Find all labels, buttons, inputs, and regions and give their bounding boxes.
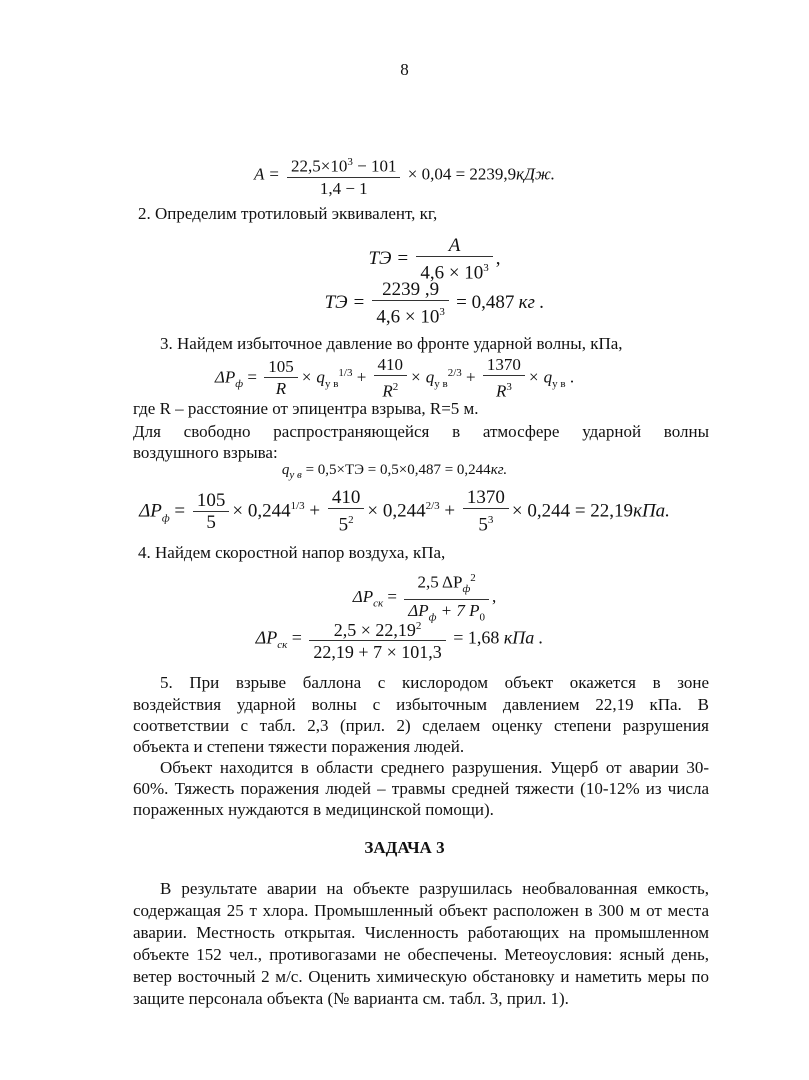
formula-work-A bbox=[0, 152, 809, 200]
step-2: 2. Определим тротиловый эквивалент, кг, bbox=[138, 204, 438, 223]
subscript: у в bbox=[434, 378, 448, 391]
subscript: ф bbox=[428, 611, 437, 624]
formula-rhs: = 1,68 bbox=[453, 627, 500, 648]
equals: = bbox=[291, 627, 302, 648]
denominator: 1,4 − 1 bbox=[319, 178, 368, 198]
task-heading: ЗАДАЧА 3 bbox=[364, 838, 445, 857]
subscript: ф bbox=[462, 583, 471, 596]
formula-TE-definition bbox=[30, 236, 809, 284]
numerator: 2,5 × 22,19 bbox=[333, 620, 416, 640]
paragraph-line: В результате аварии на объекте разрушилась необвалованная емкость, bbox=[160, 879, 709, 898]
numerator: 410 bbox=[328, 488, 365, 509]
denominator-tail: + 7 P bbox=[436, 601, 480, 621]
term: × 0,244 = 22,19 bbox=[511, 500, 634, 522]
unit: кПа . bbox=[503, 627, 544, 648]
numerator-tail: − 101 bbox=[352, 156, 397, 176]
subscript: у в bbox=[324, 378, 339, 391]
equals: = bbox=[174, 500, 186, 522]
subscript: 0 bbox=[479, 611, 486, 624]
formula-lhs: ΔP bbox=[214, 367, 236, 387]
exponent: 3 bbox=[439, 306, 445, 318]
paragraph-line: 60%. Тяжесть поражения людей – травмы средней тяжести (10-12% из числа bbox=[133, 779, 709, 798]
formula-lhs: ТЭ = bbox=[368, 248, 410, 270]
denominator: R bbox=[275, 379, 287, 399]
exponent: 2 bbox=[470, 572, 476, 584]
paragraph-line: ветер восточный 2 м/с. Оценить химическую обстановку и наметить меры по bbox=[133, 967, 709, 986]
formula-velocity-head-calc bbox=[0, 616, 804, 663]
formula-lhs: ΔP bbox=[352, 587, 374, 607]
equals: = bbox=[387, 587, 397, 607]
period: . bbox=[565, 367, 575, 387]
formula-overpressure-calc: $\Delta P_ф$ = $\frac{105}{5}$ × $0,244^{1/3}$ + $\frac{410}{5^2}$ × $0,244^{2/3}$ + $\frac{1370}{5^3}$ × 0,244 = 22,19кПа. bbox=[139, 487, 670, 536]
numerator: 410 bbox=[374, 355, 408, 376]
exponent: 2/3 bbox=[425, 500, 440, 513]
exponent: 2 bbox=[348, 514, 354, 526]
numerator: 1370 bbox=[463, 488, 509, 509]
numerator: 105 bbox=[264, 357, 298, 378]
numerator: A bbox=[448, 235, 461, 256]
term: × q bbox=[410, 367, 435, 387]
exponent: 2 bbox=[415, 620, 422, 632]
paragraph-line: воздушного взрыва: bbox=[133, 443, 278, 462]
denominator: R bbox=[495, 381, 507, 401]
numerator: 2,5 ΔP bbox=[417, 572, 463, 592]
denominator: 4,6 × 10 bbox=[420, 262, 484, 284]
formula-rhs: = 0,487 bbox=[456, 292, 515, 314]
formula-lhs: ΔP bbox=[255, 627, 278, 648]
term: × 0,244 bbox=[232, 500, 291, 522]
denominator: 22,19 + 7 × 101,3 bbox=[313, 642, 442, 662]
where-R: где R – расстояние от эпицентра взрыва, R=5 м. bbox=[133, 399, 479, 418]
subscript: ск bbox=[373, 597, 384, 610]
formula-lhs: A = bbox=[253, 164, 280, 184]
comma: , bbox=[492, 587, 497, 607]
subscript: ф bbox=[235, 378, 244, 391]
formula-lhs: ТЭ = bbox=[324, 292, 366, 314]
paragraph-line: 5. При взрыве баллона с кислородом объект окажется в зоне bbox=[160, 673, 709, 692]
paragraph-line: содержащая 25 т хлора. Промышленный объект расположен в 300 м от места bbox=[133, 901, 709, 920]
term: × 0,244 bbox=[367, 500, 426, 522]
subscript: ф bbox=[161, 512, 170, 525]
unit: кг. bbox=[490, 462, 508, 478]
term: × q bbox=[300, 367, 325, 387]
denominator: ΔP bbox=[408, 601, 429, 621]
denominator: 5 bbox=[478, 514, 488, 536]
paragraph-line: объекте 152 чел., противогазами не обеспечены. Метеоусловия: ясный день, bbox=[133, 945, 709, 964]
numerator: 1370 bbox=[483, 355, 525, 376]
formula-lhs: ΔP bbox=[139, 500, 162, 522]
formula-lhs: q bbox=[281, 462, 290, 478]
exponent: 2/3 bbox=[447, 367, 462, 380]
comma: , bbox=[495, 248, 501, 270]
numerator: 105 bbox=[193, 491, 230, 512]
numerator: 22,5×10 bbox=[291, 156, 348, 176]
denominator: 5 bbox=[338, 514, 349, 536]
paragraph-line: соответствии с табл. 2,3 (прил. 2) сделаем оценку степени разрушения bbox=[133, 716, 709, 735]
paragraph-line: объекта и степени тяжести поражения людей. bbox=[133, 737, 465, 756]
equals: = bbox=[247, 367, 257, 387]
unit: кПа. bbox=[633, 500, 670, 522]
exponent: 3 bbox=[506, 381, 512, 393]
step-3: 3. Найдем избыточное давление во фронте ударной волны, кПа, bbox=[160, 334, 623, 353]
subscript: ск bbox=[277, 639, 288, 652]
exponent: 2 bbox=[392, 381, 399, 393]
paragraph-line: защите персонала объекта (№ варианта см. табл. 3, прил. 1). bbox=[133, 989, 569, 1008]
subscript: у в bbox=[552, 378, 566, 391]
exponent: 3 bbox=[483, 262, 489, 274]
unit: кг . bbox=[518, 292, 545, 314]
numerator: 2239 ,9 bbox=[372, 280, 448, 301]
paragraph-line: воздействия ударной волны с избыточным давлением 22,19 кПа. В bbox=[133, 695, 709, 714]
page-number: 8 bbox=[400, 60, 409, 79]
exponent: 1/3 bbox=[290, 500, 305, 513]
paragraph-line: аварии. Местность открытая. Численность работающих на промышленном bbox=[133, 923, 709, 942]
term: × q bbox=[527, 367, 553, 387]
formula-TE-calc bbox=[30, 280, 809, 328]
denominator: 4,6 × 10 bbox=[376, 306, 440, 328]
paragraph-line: Для свободно распространяющейся в атмосфере ударной волны bbox=[133, 422, 709, 441]
exponent: 3 bbox=[487, 514, 494, 526]
exponent: 3 bbox=[347, 156, 353, 168]
formula-rhs: = 0,5×ТЭ = 0,5×0,487 = 0,244 bbox=[305, 462, 491, 478]
step-4: 4. Найдем скоростной напор воздуха, кПа, bbox=[138, 543, 446, 562]
formula-rhs: × 0,04 = 2239,9 bbox=[407, 164, 517, 184]
unit: кДж. bbox=[516, 164, 556, 184]
paragraph-line: пораженных нуждаются в медицинской помощи). bbox=[133, 800, 494, 819]
formula-overpressure: $\Delta P_ф$ = $\frac{105}{R}$ × $q_{у в}^{1/3}$ + $\frac{410}{R^2}$ × $q_{у в}^{2/3}$ + $\frac{1370}{R^3}$ × $q_{у в}$ . bbox=[214, 355, 575, 401]
denominator: 5 bbox=[206, 511, 216, 533]
paragraph-line: Объект находится в области среднего разрушения. Ущерб от аварии 30- bbox=[160, 758, 709, 777]
exponent: 1/3 bbox=[338, 367, 353, 380]
subscript: у в bbox=[289, 469, 302, 481]
formula-q bbox=[0, 462, 799, 481]
denominator: R bbox=[382, 381, 393, 401]
